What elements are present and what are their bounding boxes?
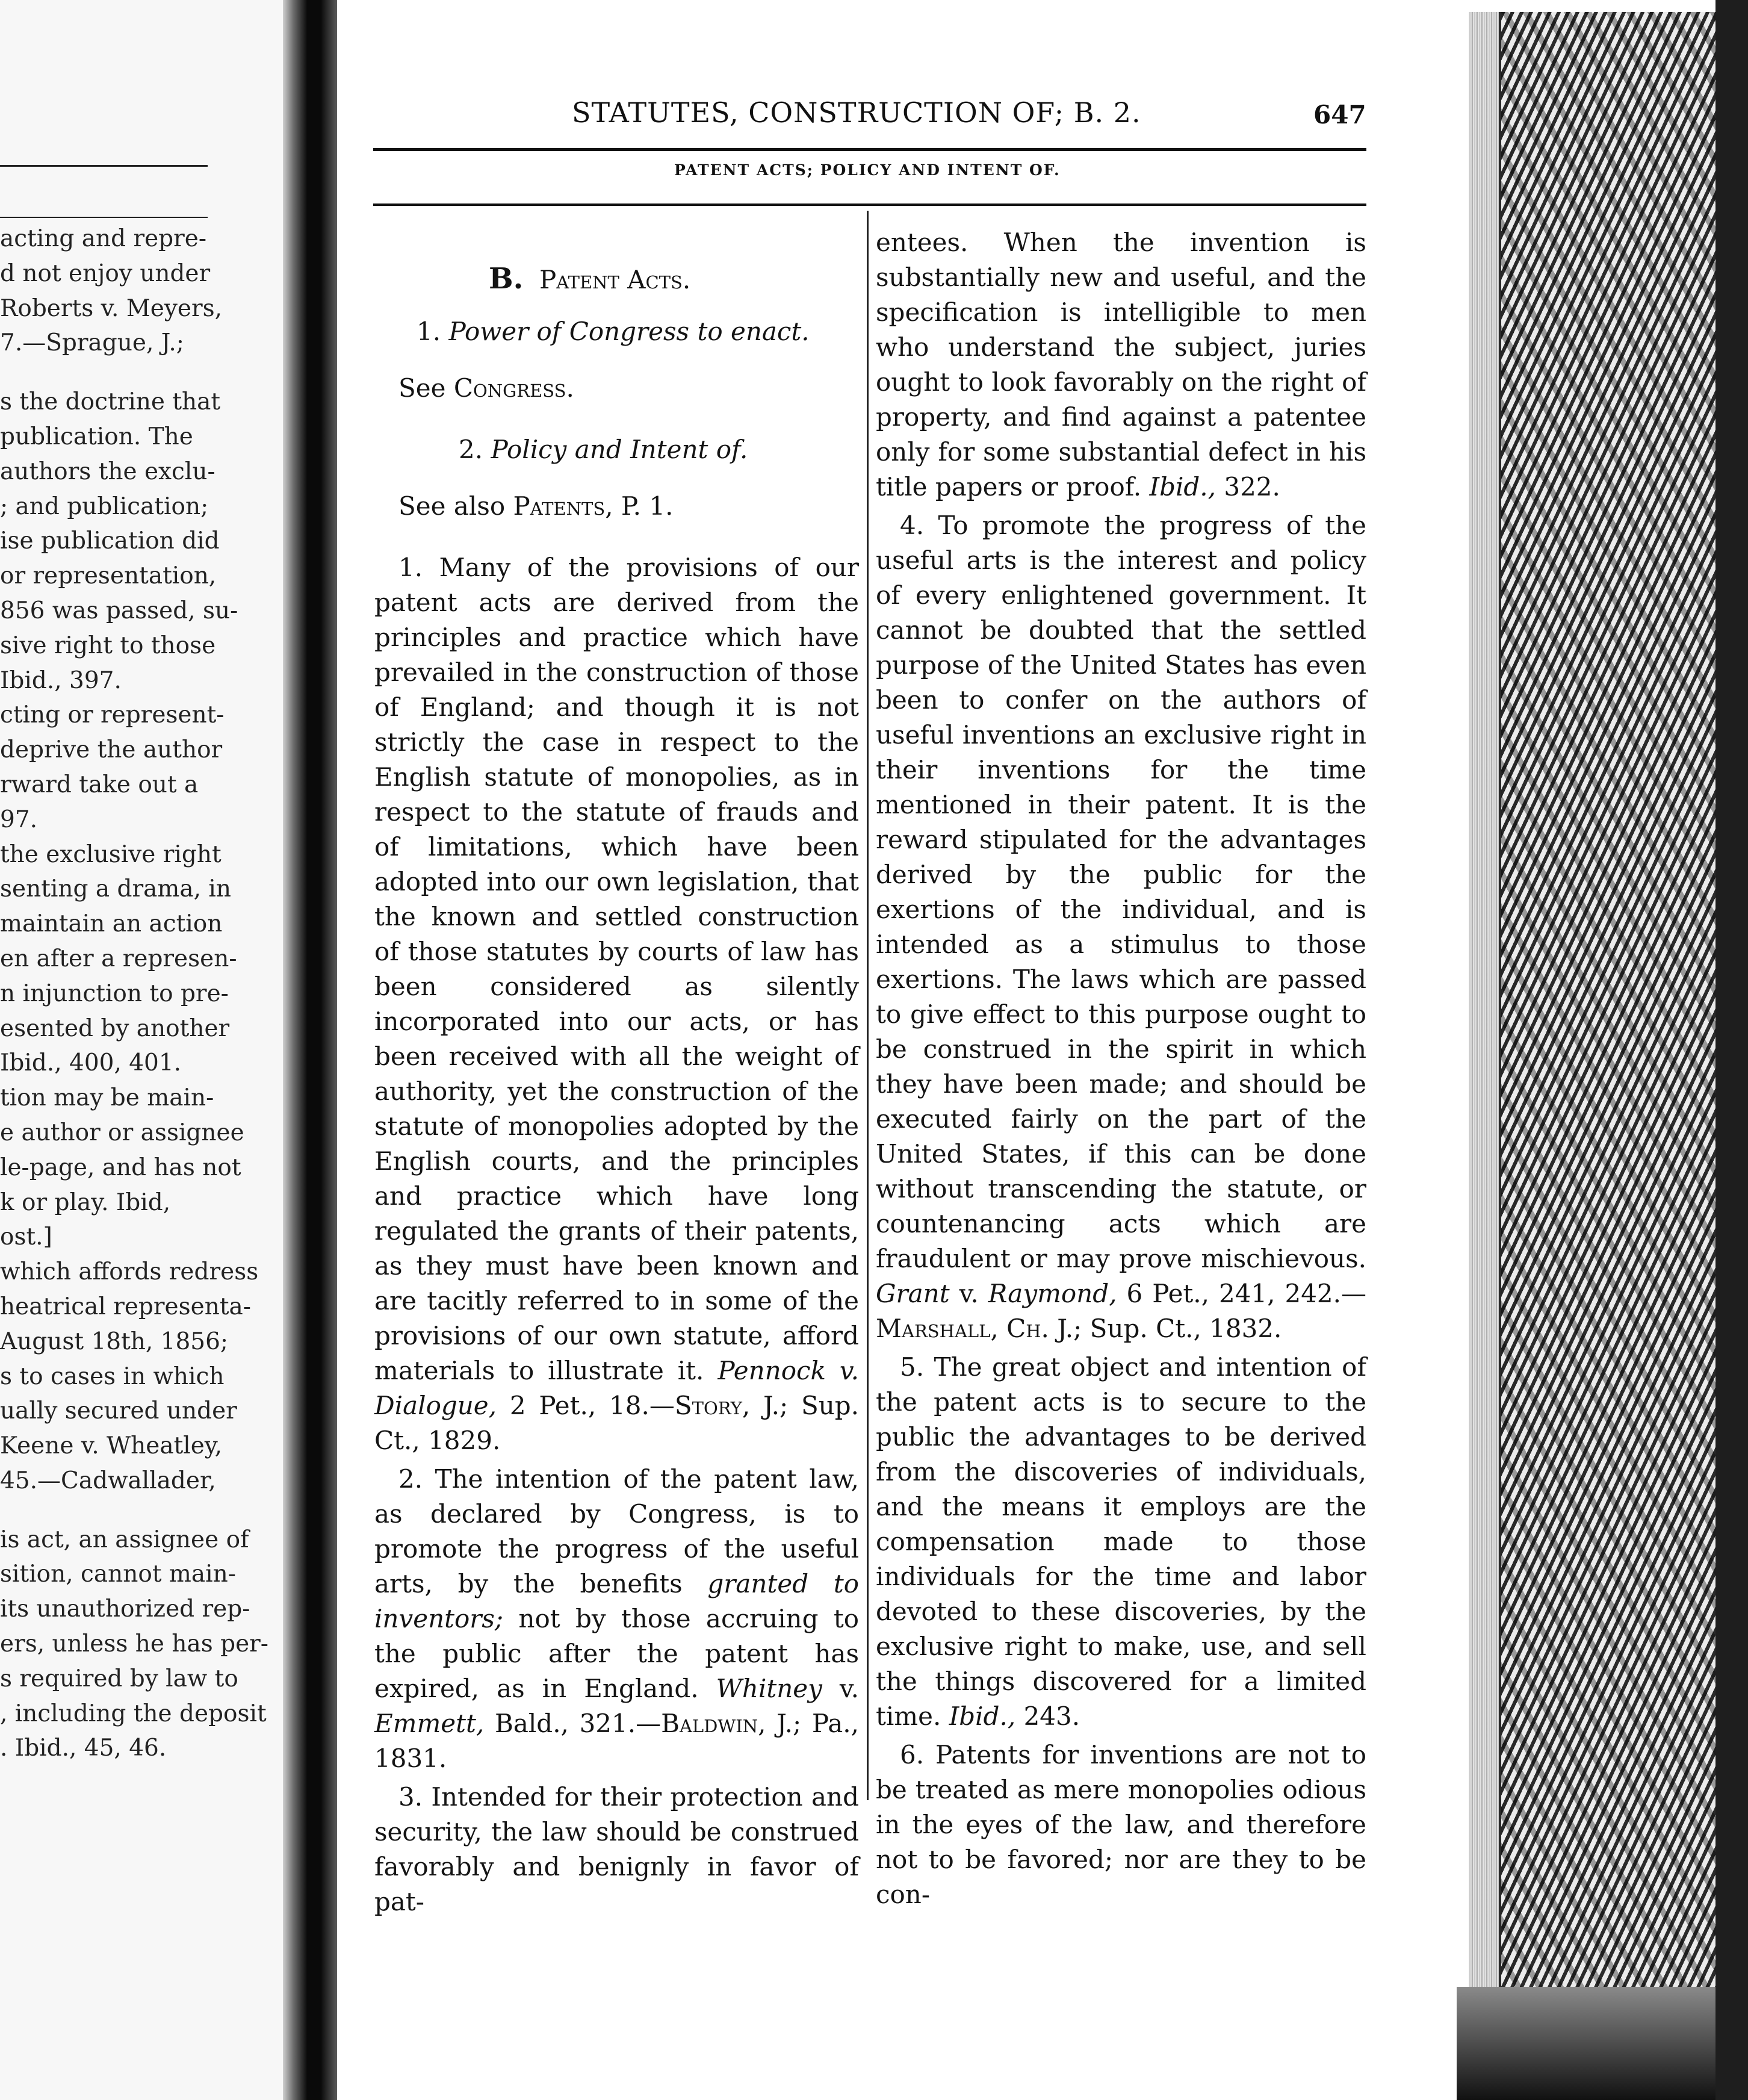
left-page-line: Roberts v. Meyers, <box>0 294 222 322</box>
left-page-line: publication. The <box>0 423 193 450</box>
paragraph-2-text-b: not by those accruing to the public after the patent has expired, as in England. <box>374 1604 859 1703</box>
paragraph-1-citation: 2 Pet., 18.— <box>509 1391 675 1420</box>
left-page-line: . Ibid., 45, 46. <box>0 1735 167 1762</box>
paragraph-4-case-v: v. <box>959 1279 979 1308</box>
subsection-2-heading <box>459 432 859 467</box>
left-page-line: cting or represent- <box>0 701 225 729</box>
header-rule-2 <box>373 203 1366 206</box>
paragraph-4-citation: 6 Pet., 241, 242.— <box>1126 1279 1367 1308</box>
left-page-line: le-page, and has not <box>0 1154 241 1181</box>
left-page-line: , including the deposit <box>0 1700 267 1727</box>
left-page-line: is act, an assignee of <box>0 1526 249 1553</box>
left-page-line: its unauthorized rep- <box>0 1595 250 1623</box>
left-page-line: deprive the author <box>0 736 223 764</box>
paragraph-3-text-part-2: entees. When the invention is substantially new and useful, and the specification is intelligible to men who understand the subject, juries ought to look favorably on the right of property, and find against a patentee only for some substantial defect in his title papers or proof. <box>876 228 1366 502</box>
subsection-1-title: Power of Congress to enact. <box>448 317 810 346</box>
left-page-line: the exclusive right <box>0 840 222 868</box>
left-page-line: 856 was passed, su- <box>0 597 238 624</box>
left-page-line: k or play. Ibid, <box>0 1188 171 1216</box>
left-page-line: sition, cannot main- <box>0 1561 236 1588</box>
left-page-line: ers, unless he has per- <box>0 1630 268 1658</box>
paragraph-3-text-part-1: 3. Intended for their protection and security, the law should be construed favorably and benignly in favor of pat- <box>374 1782 859 1916</box>
paragraph-2-case-a: Whitney <box>716 1674 822 1703</box>
see-also-prefix: See also <box>398 491 506 521</box>
paragraph-2 <box>374 1462 859 1776</box>
column-divider <box>867 211 869 1800</box>
left-page-line: e author or assignee <box>0 1119 244 1146</box>
left-page-line: authors the exclu- <box>0 458 215 485</box>
paragraph-2-citation: Bald., 321.— <box>494 1709 662 1738</box>
paragraph-1-text: 1. Many of the provisions of our patent acts are derived from the principles and practice which have prevailed in the construction of those of England; and though it is not strictly the case in respect to the English statute of monopolies, as in respect to the statute of frauds and of limitations, which have been adopted into our own legislation, that the known and settled construction of those statutes by courts of law has been considered as silently incorporated into our acts, or has been received with all the weight of authority, yet the construction of the statute of monopolies adopted by the English courts, and the principles and practice which have long regulated the grants of their patents, as they must have been known and are tacitly referred to in some of the provisions of our own statute, afford materials to illustrate it. <box>374 553 859 1385</box>
paragraph-2-court: Pa., 1831. <box>374 1709 859 1773</box>
see-prefix: See <box>398 373 446 403</box>
left-page-line: heatrical representa- <box>0 1293 251 1320</box>
subsection-1-cross-reference <box>398 371 859 406</box>
paragraph-6-text: 6. Patents for inventions are not to be treated as mere monopolies odious in the eyes of the law, and therefore not to be favored; nor are they to be con- <box>876 1740 1366 1909</box>
left-page-line: ise publication did <box>0 527 220 555</box>
left-page-line: 7.—Sprague, J.; <box>0 329 184 357</box>
paragraph-3-continued <box>876 225 1366 505</box>
paragraph-4-case-a: Grant <box>876 1279 950 1308</box>
left-page-line: s to cases in which <box>0 1362 225 1390</box>
see-also-reference: Patents, P. 1. <box>513 491 674 521</box>
paragraph-4 <box>876 508 1366 1346</box>
left-page-line: ost.] <box>0 1223 52 1251</box>
left-page-line: s the doctrine that <box>0 388 221 416</box>
paragraph-1 <box>374 550 859 1458</box>
paragraph-4-judge: Marshall, Ch. J.; <box>876 1314 1082 1343</box>
bottom-shadow <box>1457 1987 1748 2100</box>
subsection-2-cross-reference <box>398 489 859 524</box>
left-page-line: August 18th, 1856; <box>0 1328 229 1355</box>
paragraph-1-court: Sup. Ct., 1829. <box>374 1391 860 1455</box>
paragraph-6 <box>876 1738 1366 1912</box>
paragraph-2-judge: Baldwin, J.; <box>661 1709 802 1738</box>
running-head: STATUTES, CONSTRUCTION OF; B. 2. <box>572 96 1141 129</box>
left-page-text <box>0 222 268 1766</box>
paragraph-3-case: Ibid., <box>1149 472 1224 502</box>
left-page-line: n injunction to pre- <box>0 980 229 1007</box>
paragraph-2-case-b: Emmett, <box>374 1709 485 1738</box>
left-page-line: tion may be main- <box>0 1084 214 1112</box>
subsection-1-number: 1. <box>417 317 441 346</box>
left-page-line: senting a drama, in <box>0 875 231 903</box>
book-gutter <box>283 0 337 2100</box>
left-page-line: ually secured under <box>0 1397 237 1425</box>
paragraph-3-citation: 322. <box>1224 472 1280 502</box>
paragraph-3 <box>374 1780 859 1919</box>
left-page-line: acting and repre- <box>0 225 207 252</box>
paragraph-2-case-v: v. <box>839 1674 860 1703</box>
right-column <box>876 225 1366 1912</box>
left-page-rule-top <box>0 165 208 167</box>
left-page-line: en after a represen- <box>0 945 237 972</box>
left-page-line: sive right to those <box>0 632 216 659</box>
paragraph-2-text-a: 2. The intention of the patent law, as declared by Congress, is to promote the progress of the useful arts, by the benefits <box>374 1464 859 1598</box>
subsection-2-title: Policy and Intent of. <box>491 435 748 464</box>
subsection-1-heading <box>417 314 859 349</box>
left-page-rule-bottom <box>0 217 208 218</box>
page-number: 647 <box>1313 100 1366 129</box>
left-page-line: 45.—Cadwallader, <box>0 1467 216 1494</box>
marbled-fore-edge <box>1499 12 1718 1999</box>
left-page-line: ; and publication; <box>0 492 209 520</box>
left-page-line: 97. <box>0 806 38 833</box>
paragraph-4-case-b: Raymond, <box>988 1279 1117 1308</box>
left-page-line: or representation, <box>0 562 217 590</box>
header-rule-1 <box>373 148 1366 151</box>
see-reference: Congress. <box>453 373 574 403</box>
left-page-line: which affords redress <box>0 1258 259 1286</box>
section-letter: B. <box>489 262 524 296</box>
paragraph-1-case: Pennock v. Dialogue, <box>374 1356 859 1420</box>
left-page-line: d not enjoy under <box>0 259 211 287</box>
paragraph-5-citation: 243. <box>1023 1701 1080 1731</box>
left-page-line: Ibid., 400, 401. <box>0 1049 182 1077</box>
left-page-line: Ibid., 397. <box>0 666 122 694</box>
paragraph-2-italic: granted to inventors; <box>374 1569 859 1633</box>
left-column <box>374 246 859 1919</box>
left-page-line: esented by another <box>0 1014 230 1042</box>
paragraph-5-case: Ibid., <box>949 1701 1016 1731</box>
section-subheading: PATENT ACTS; POLICY AND INTENT OF. <box>674 161 1061 179</box>
paragraph-4-court: Sup. Ct., 1832. <box>1089 1314 1282 1343</box>
paragraph-4-text: 4. To promote the progress of the useful arts is the interest and policy of every enlightened government. It cannot be doubted that the settled purpose of the United States has even been to confer on the authors of useful inventions an exclusive right in their inventions for the time mentioned in their patent. It is the reward stipulated for the advantages derived by the public for the exertions of the individual, and is intended as a stimulus to those exertions. The laws which are passed to give effect to this purpose ought to be construed in the spirit in which they have been made; and should be executed fairly on the part of the United States, if this can be done without transcending the statute, or countenancing acts which are fraudulent or may prove mischievous. <box>876 511 1366 1273</box>
left-page-line: maintain an action <box>0 910 223 938</box>
left-page-line: rward take out a <box>0 771 199 798</box>
left-page-line: Keene v. Wheatley, <box>0 1432 223 1460</box>
paragraph-5-text: 5. The great object and intention of the patent acts is to secure to the public the advantages to be derived from the discoveries of individuals, and the means it employs are the compensation made to those individuals for the time and labor devoted to these discoveries, by the exclusive right to make, use, and sell the things discovered for a limited time. <box>876 1352 1366 1731</box>
paragraph-5 <box>876 1350 1366 1734</box>
left-page-line: s required by law to <box>0 1665 238 1692</box>
paragraph-1-judge: Story, J.; <box>674 1391 789 1420</box>
left-facing-page <box>0 0 301 2100</box>
subsection-2-number: 2. <box>459 435 483 464</box>
section-title: Patent Acts. <box>539 265 691 294</box>
section-heading <box>489 261 859 297</box>
scan-border <box>1715 0 1748 2100</box>
